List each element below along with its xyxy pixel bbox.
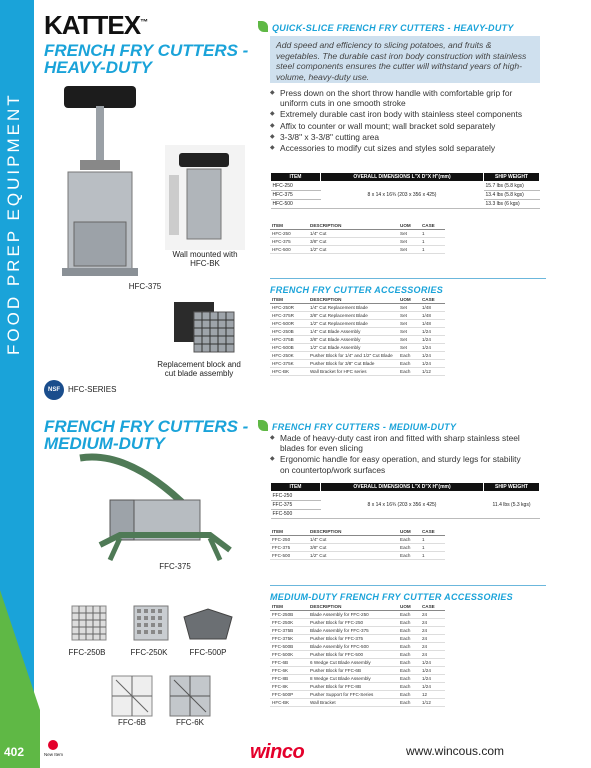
cell: Each — [398, 642, 420, 650]
brand-tm: ™ — [140, 17, 148, 27]
table-header-row — [271, 483, 540, 492]
heavy-bullet-list — [270, 88, 540, 154]
bullet-item: ◆ Extremely durable cast iron body with stainless steel components — [270, 109, 540, 119]
col-header: ITEM — [271, 173, 321, 182]
table-row — [270, 650, 445, 658]
bullet-item: ◆ Ergonomic handle for easy operation, and sturdy legs for stability on countertop/work surfaces — [270, 454, 530, 474]
cell: 12 — [420, 690, 445, 698]
col-header: DESCRIPTION — [308, 222, 398, 229]
cell: 1/12 — [420, 698, 445, 706]
cell: HFC-375R — [270, 311, 308, 319]
cell: 1 — [420, 551, 445, 559]
cell: 1 — [420, 237, 445, 245]
cell: 1/12 — [420, 367, 445, 375]
corner-accent-block — [0, 710, 40, 768]
cell: FFC-6B — [270, 658, 308, 666]
ffc-375-caption: FFC-375 — [159, 562, 191, 571]
cell: HFC-250K — [270, 351, 308, 359]
table-row — [270, 626, 445, 634]
new-item-icon — [48, 740, 58, 750]
cell: 1/48 — [420, 319, 445, 327]
col-header: OVERALL DIMENSIONS L"X D"X H"(mm) — [321, 173, 484, 182]
cell: FFC-8K — [270, 682, 308, 690]
cell: Each — [398, 690, 420, 698]
cell: Set — [398, 237, 420, 245]
cell: FFC-500B — [270, 642, 308, 650]
table-header-row — [271, 173, 540, 182]
cell: 1/2" Cut — [308, 245, 398, 253]
cell: 1 — [420, 245, 445, 253]
cell: Each — [398, 367, 420, 375]
col-header: ITEM — [271, 483, 321, 492]
cell: FFC-250K — [270, 618, 308, 626]
cell: 11.4 lbs (5.3 kgs) — [484, 492, 540, 519]
cell: Set — [398, 343, 420, 351]
cell: HFC-250 — [271, 182, 321, 191]
cell: Set — [398, 335, 420, 343]
cell: HFC-BK — [270, 698, 308, 706]
table-row — [270, 245, 445, 253]
bullet-item: ◆ Affix to counter or wall mount; wall bracket sold separately — [270, 121, 540, 131]
sidebar-category-label: FOOD PREP EQUIPMENT — [4, 92, 23, 355]
cell: Pusher Block for 1/4" and 1/2" Cut Blade — [308, 351, 398, 359]
cell: 1/24 — [420, 335, 445, 343]
heavy-description: Add speed and efficiency to slicing potatoes, and fruits & vegetables. The durable cast iron body construction with stainless steel components ensures the cutter will withstand years of high-volume, heavy-duty use. — [270, 36, 540, 83]
cell: 1 — [420, 543, 445, 551]
medium-spec-table — [270, 482, 540, 519]
cell: FFC-500K — [270, 650, 308, 658]
cell: Each — [398, 351, 420, 359]
col-header: UOM — [398, 222, 420, 229]
cell: 24 — [420, 618, 445, 626]
table-row — [270, 535, 445, 543]
medium-section-title — [44, 418, 248, 452]
col-header: ITEM — [270, 603, 308, 610]
cell: Each — [398, 543, 420, 551]
cell: 13.4 lbs (5.8 kgs) — [484, 191, 540, 200]
footer-url[interactable]: www.wincous.com — [406, 744, 505, 758]
cell: 8 Wedge Cut Blade Assembly — [308, 674, 398, 682]
cell: 8 x 14 x 16¾ (203 x 356 x 425) — [321, 182, 484, 209]
heavy-section-title — [44, 42, 248, 76]
ffc-6k-caption: FFC-6K — [176, 718, 204, 727]
cell: Each — [398, 674, 420, 682]
col-header: DESCRIPTION — [308, 296, 398, 303]
table-row — [270, 543, 445, 551]
cell: HFC-500 — [270, 245, 308, 253]
bullet-item: ◆ Press down on the short throw handle with comfortable grip for uniform cuts in one smooth stroke — [270, 88, 540, 108]
cell: 24 — [420, 642, 445, 650]
table-row — [270, 658, 445, 666]
cell: 1/24 — [420, 351, 445, 359]
table-row — [270, 634, 445, 642]
cell: FFC-500 — [270, 551, 308, 559]
cell: Blade Assembly for FFC-375 — [308, 626, 398, 634]
cell: HFC-250R — [270, 303, 308, 311]
table-row — [271, 492, 540, 501]
cell: FFC-375 — [271, 501, 321, 510]
cell: HFC-250 — [270, 229, 308, 237]
cell: Blade Assembly for FFC-250 — [308, 610, 398, 618]
bullet-item: ◆ Accessories to modify cut sizes and styles sold separately — [270, 143, 540, 153]
cell: 1/24 — [420, 359, 445, 367]
cell: Pusher Block for FFC-500 — [308, 650, 398, 658]
medium-accessories-title: MEDIUM-DUTY FRENCH FRY CUTTER ACCESSORIES — [270, 592, 513, 602]
heavy-title-line1: FRENCH FRY CUTTERS - — [44, 41, 249, 60]
cell: 13.3 lbs (6 kgs) — [484, 200, 540, 209]
cell: 1 — [420, 535, 445, 543]
cell: 15.7 lbs (5.8 kgs) — [484, 182, 540, 191]
col-header: UOM — [398, 603, 420, 610]
col-header: UOM — [398, 296, 420, 303]
col-header: CASE — [420, 296, 445, 303]
cell: 6 Wedge Cut Blade Assembly — [308, 658, 398, 666]
hfc-375-cutter-image — [50, 82, 160, 282]
brand-logo — [44, 10, 147, 41]
cell: FFC-250B — [270, 610, 308, 618]
bullet-item: ◆ 3-3/8" x 3-3/8" cutting area — [270, 132, 540, 142]
col-header: CASE — [420, 528, 445, 535]
cell: 1/4" Cut — [308, 229, 398, 237]
table-row — [270, 618, 445, 626]
cell: FFC-500P — [270, 690, 308, 698]
cell: Wall Bracket for HFC series — [308, 367, 398, 375]
table-header-row — [270, 296, 445, 303]
medium-items-table — [270, 528, 445, 560]
cell: 1/2" Cut Replacement Blade — [308, 319, 398, 327]
section-divider — [270, 585, 546, 586]
cell: HFC-375 — [271, 191, 321, 200]
ffc-6k-image — [166, 672, 214, 718]
cell: 1/24 — [420, 327, 445, 335]
cell: 24 — [420, 610, 445, 618]
heavy-items-table — [270, 222, 445, 254]
col-header: CASE — [420, 603, 445, 610]
cell: HFC-375B — [270, 335, 308, 343]
table-row — [270, 551, 445, 559]
cell: Pusher Block for FFC-6B — [308, 666, 398, 674]
table-row — [270, 319, 445, 327]
cell: Each — [398, 535, 420, 543]
cell: Set — [398, 303, 420, 311]
table-header-row — [270, 603, 445, 610]
wall-mounted-image — [165, 145, 245, 250]
ffc-6b-caption: FFC-6B — [118, 718, 146, 727]
wall-mounted-caption: Wall mounted with HFC-BK — [172, 250, 238, 268]
cell: FFC-6K — [270, 666, 308, 674]
table-header-row — [270, 528, 445, 535]
cell: 8 x 14 x 16¾ (203 x 356 x 425) — [321, 492, 484, 519]
cell: 24 — [420, 634, 445, 642]
bullet-item: ◆ Made of heavy-duty cast iron and fitted with sharp stainless steel blades for even slicing — [270, 433, 530, 453]
cell: Wall Bracket — [308, 698, 398, 706]
table-header-row — [270, 222, 445, 229]
leaf-icon — [258, 21, 268, 32]
cell: 1/4" Cut — [308, 535, 398, 543]
nsf-badge: NSF — [44, 380, 64, 400]
cell: Each — [398, 634, 420, 642]
cell: FFC-8B — [270, 674, 308, 682]
cell: 1/2" Cut — [308, 551, 398, 559]
table-row — [270, 359, 445, 367]
col-header: SHIP WEIGHT — [484, 173, 540, 182]
cell: Each — [398, 359, 420, 367]
cell: FFC-375K — [270, 634, 308, 642]
cell: 1/24 — [420, 658, 445, 666]
replacement-blade-image — [170, 298, 240, 356]
col-header: UOM — [398, 528, 420, 535]
cell: Set — [398, 311, 420, 319]
cell: 3/8" Cut Replacement Blade — [308, 311, 398, 319]
cell: HFC-500B — [270, 343, 308, 351]
cell: Each — [398, 698, 420, 706]
cell: Each — [398, 650, 420, 658]
section-divider — [270, 278, 546, 279]
leaf-icon — [258, 420, 268, 431]
cell: HFC-375K — [270, 359, 308, 367]
table-row — [270, 642, 445, 650]
ffc-250b-image — [68, 602, 108, 646]
cell: 1/4" Cut Blade Assembly — [308, 327, 398, 335]
cell: 3/8" Cut — [308, 543, 398, 551]
cell: Blade Assembly for FFC-500 — [308, 642, 398, 650]
cell: Pusher Block for FFC-375 — [308, 634, 398, 642]
ffc-250k-caption: FFC-250K — [130, 648, 168, 657]
medium-subtitle — [258, 420, 456, 432]
ffc-500p-caption: FFC-500P — [189, 648, 227, 657]
hfc-375-caption: HFC-375 — [128, 282, 162, 291]
table-row — [270, 682, 445, 690]
table-row — [270, 303, 445, 311]
cell: 1/24 — [420, 682, 445, 690]
table-row — [270, 367, 445, 375]
medium-title-line2: MEDIUM-DUTY — [44, 434, 165, 453]
brand-name: KATTEX — [44, 10, 141, 40]
cell: Each — [398, 626, 420, 634]
ffc-6b-image — [108, 672, 156, 718]
cell: HFC-375 — [270, 237, 308, 245]
cell: FFC-375 — [270, 543, 308, 551]
table-row — [270, 335, 445, 343]
heavy-accessories-table — [270, 296, 445, 376]
winco-logo: winco — [250, 741, 305, 763]
cell: Pusher Block for FFC-8B — [308, 682, 398, 690]
table-row — [270, 610, 445, 618]
cell: 1/48 — [420, 311, 445, 319]
cell: Pusher Block for 3/8" Cut Blade — [308, 359, 398, 367]
cell: FFC-250 — [270, 535, 308, 543]
cell: Each — [398, 682, 420, 690]
cell: Set — [398, 327, 420, 335]
cell: 24 — [420, 626, 445, 634]
cell: Each — [398, 666, 420, 674]
heavy-accessories-title: FRENCH FRY CUTTER ACCESSORIES — [270, 285, 444, 295]
col-header: ITEM — [270, 296, 308, 303]
cell: HFC-500 — [271, 200, 321, 209]
new-item-label: New Item — [44, 752, 64, 757]
table-row — [270, 666, 445, 674]
medium-bullet-list — [270, 433, 530, 476]
table-row — [270, 698, 445, 706]
table-row — [270, 237, 445, 245]
table-row — [270, 690, 445, 698]
nsf-series-label: HFC-SERIES — [68, 385, 117, 394]
medium-accessories-table — [270, 603, 445, 707]
cell: 3/8" Cut Blade Assembly — [308, 335, 398, 343]
cell: Set — [398, 229, 420, 237]
cell: Set — [398, 319, 420, 327]
ffc-250k-image — [130, 602, 172, 646]
table-row — [270, 343, 445, 351]
table-row — [270, 311, 445, 319]
cell: Pusher Support for FFC-Series — [308, 690, 398, 698]
medium-title-line1: FRENCH FRY CUTTERS - — [44, 417, 249, 436]
cell: Pusher Block for FFC-250 — [308, 618, 398, 626]
cell: Each — [398, 658, 420, 666]
cell: 1/24 — [420, 666, 445, 674]
cell: 1 — [420, 229, 445, 237]
heavy-spec-table — [270, 172, 540, 209]
page-number: 402 — [4, 745, 25, 759]
col-header: ITEM — [270, 222, 308, 229]
heavy-subtitle-text: QUICK-SLICE FRENCH FRY CUTTERS - HEAVY-DUTY — [272, 23, 514, 33]
cell: 24 — [420, 650, 445, 658]
col-header: ITEM — [270, 528, 308, 535]
cell: HFC-250B — [270, 327, 308, 335]
heavy-title-line2: HEAVY-DUTY — [44, 58, 152, 77]
ffc-500p-image — [178, 605, 238, 645]
table-row — [271, 182, 540, 191]
heavy-subtitle — [258, 21, 514, 33]
cell: HFC-500R — [270, 319, 308, 327]
col-header: DESCRIPTION — [308, 528, 398, 535]
medium-subtitle-text: FRENCH FRY CUTTERS - MEDIUM-DUTY — [272, 422, 457, 432]
cell: 1/48 — [420, 303, 445, 311]
cell: Each — [398, 610, 420, 618]
cell: FFC-250 — [271, 492, 321, 501]
cell: Each — [398, 551, 420, 559]
cell: 1/2" Cut Blade Assembly — [308, 343, 398, 351]
table-row — [270, 229, 445, 237]
col-header: CASE — [420, 222, 445, 229]
table-row — [270, 674, 445, 682]
col-header: OVERALL DIMENSIONS L"X D"X H"(mm) — [321, 483, 484, 492]
cell: 3/8" Cut — [308, 237, 398, 245]
table-row — [270, 351, 445, 359]
col-header: DESCRIPTION — [308, 603, 398, 610]
table-row — [270, 327, 445, 335]
replacement-caption: Replacement block and cut blade assembly — [157, 360, 241, 378]
corner-accent — [0, 590, 40, 710]
cell: Set — [398, 245, 420, 253]
cell: 1/24 — [420, 674, 445, 682]
cell: 1/4" Cut Replacement Blade — [308, 303, 398, 311]
cell: FFC-500 — [271, 510, 321, 519]
ffc-375-cutter-image — [70, 450, 240, 570]
cell: HFC-BK — [270, 367, 308, 375]
cell: 1/24 — [420, 343, 445, 351]
cell: FFC-375B — [270, 626, 308, 634]
cell: Each — [398, 618, 420, 626]
ffc-250b-caption: FFC-250B — [68, 648, 106, 657]
col-header: SHIP WEIGHT — [484, 483, 540, 492]
